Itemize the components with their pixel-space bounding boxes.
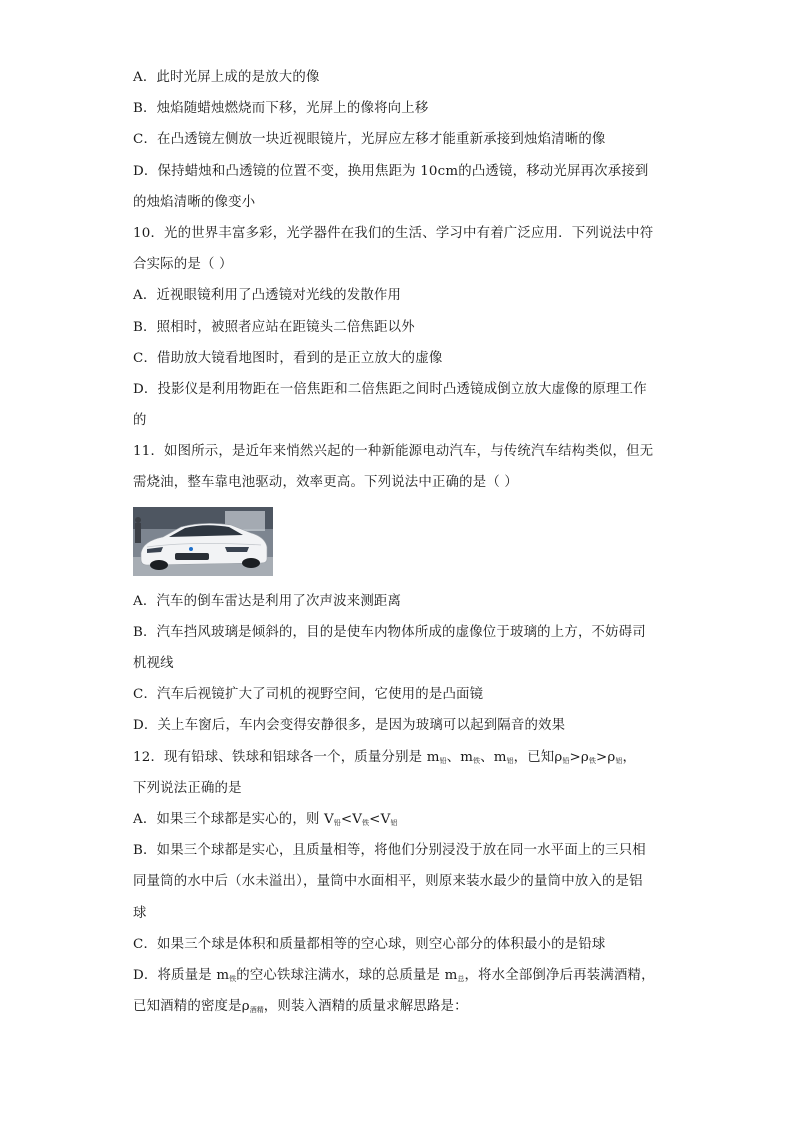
q10-option-d-line1: D．投影仪是利用物距在一倍焦距和二倍焦距之间时凸透镜成倒立放大虚像的原理工作 bbox=[133, 381, 647, 397]
q10-stem-line1: 10．光的世界丰富多彩，光学器件在我们的生活、学习中有着广泛应用．下列说法中符 bbox=[133, 225, 654, 241]
q12-option-a: A．如果三个球都是实心的，则 $V_铅<V_铁<V_铝$ bbox=[133, 811, 398, 827]
q10-option-d-line2: 的 bbox=[133, 413, 147, 429]
q10-stem-line2: 合实际的是（ ） bbox=[133, 257, 233, 273]
q10-option-c: C．借助放大镜看地图时，看到的是正立放大的虚像 bbox=[133, 350, 443, 366]
q11-stem-line1: 11．如图所示，是近年来悄然兴起的一种新能源电动汽车，与传统汽车结构类似，但无 bbox=[133, 444, 654, 460]
q12-option-c: C．如果三个球是体积和质量都相等的空心球，则空心部分的体积最小的是铅球 bbox=[133, 936, 606, 952]
q11-option-b-line1: B．汽车挡风玻璃是倾斜的，目的是使车内物体所成的虚像位于玻璃的上方，不妨碍司 bbox=[133, 624, 646, 640]
car-illustration bbox=[133, 507, 273, 576]
q11-option-b-line2: 机视线 bbox=[133, 656, 174, 671]
q12-option-b-line3: 球 bbox=[133, 905, 147, 921]
q12-option-d-line2: 已知酒精的密度是$\rho_{酒精}$，则装入酒精的质量求解思路是： bbox=[133, 999, 468, 1015]
question-page bbox=[133, 62, 673, 1022]
q9-option-d-line2: 的烛焰清晰的像变小 bbox=[133, 194, 256, 210]
q9-option-b: B．烛焰随蜡烛燃烧而下移，光屏上的像将向上移 bbox=[133, 101, 429, 117]
q12-stem-line1: 12．现有铅球、铁球和铝球各一个，质量分别是 $m_铅$、$m_铁$、$m_铝$，已知$\rho_铅>\rho_铁>\rho_铝$， bbox=[133, 749, 637, 765]
q12-option-b-line1: B．如果三个球都是实心，且质量相等，将他们分别浸没于放在同一水平面上的三只相 bbox=[133, 843, 646, 859]
q9-option-a: A．此时光屏上成的是放大的像 bbox=[133, 70, 320, 85]
q9-option-c: C．在凸透镜左侧放一块近视眼镜片，光屏应左移才能重新承接到烛焰清晰的像 bbox=[133, 132, 606, 148]
q11-option-d: D．关上车窗后，车内会变得安静很多，是因为玻璃可以起到隔音的效果 bbox=[133, 718, 566, 734]
q11-option-c: C．汽车后视镜扩大了司机的视野空间，它使用的是凸面镜 bbox=[133, 687, 484, 703]
q11-stem-line2: 需烧油，整车靠电池驱动，效率更高。下列说法中正确的是（ ） bbox=[133, 475, 518, 491]
q10-option-b: B．照相时，被照者应站在距镜头二倍焦距以外 bbox=[133, 319, 415, 335]
q12-option-d-line1: D．将质量是 $m_铁$的空心铁球注满水，球的总质量是 $m_总$，将水全部倒净后再装满酒精， bbox=[133, 967, 655, 983]
q12-stem-line2: 下列说法正确的是 bbox=[133, 780, 242, 796]
q9-option-d-line1: D．保持蜡烛和凸透镜的位置不变，换用焦距为 10cm的凸透镜，移动光屏再次承接到 bbox=[133, 163, 649, 179]
q10-option-a: A．近视眼镜利用了凸透镜对光线的发散作用 bbox=[133, 288, 402, 304]
q12-option-b-line2: 同量筒的水中后（水未溢出），量筒中水面相平，则原来装水最少的量筒中放入的是铝 bbox=[133, 874, 643, 890]
q11-option-a: A．汽车的倒车雷达是利用了次声波来测距离 bbox=[133, 593, 402, 609]
car-photo-icon bbox=[133, 507, 273, 576]
